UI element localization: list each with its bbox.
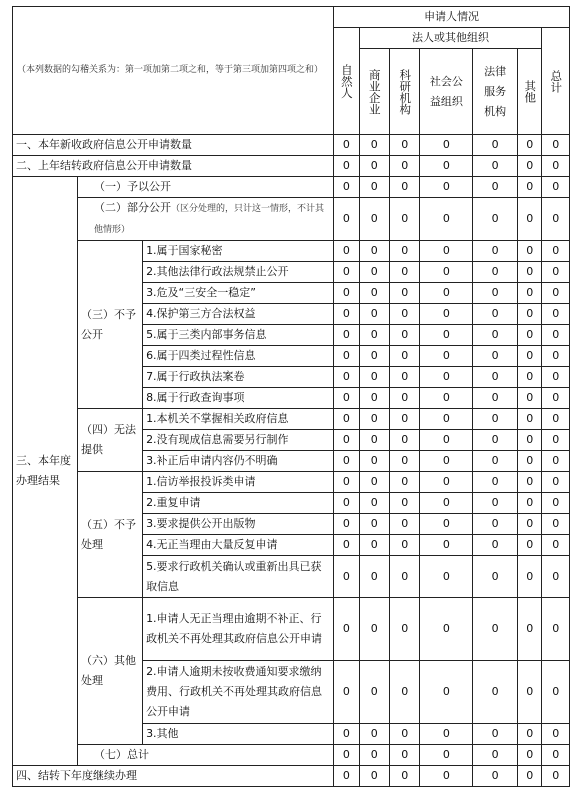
value-cell: 0 xyxy=(473,367,518,388)
value-cell: 0 xyxy=(390,535,420,556)
value-cell: 0 xyxy=(334,241,359,262)
value-cell: 0 xyxy=(473,241,518,262)
value-cell: 0 xyxy=(518,745,542,766)
row-label: 一、本年新收政府信息公开申请数量 xyxy=(13,135,334,156)
value-cell: 0 xyxy=(390,745,420,766)
row-label: 5.要求行政机关确认或重新出具已获取信息 xyxy=(143,556,334,598)
value-cell: 0 xyxy=(542,745,570,766)
value-cell: 0 xyxy=(359,156,389,177)
value-cell: 0 xyxy=(359,766,389,787)
value-cell: 0 xyxy=(334,451,359,472)
value-cell: 0 xyxy=(420,346,473,367)
applicant-group-header: 申请人情况 xyxy=(334,7,570,28)
value-cell: 0 xyxy=(473,766,518,787)
value-cell: 0 xyxy=(420,241,473,262)
value-cell: 0 xyxy=(334,493,359,514)
value-cell: 0 xyxy=(420,156,473,177)
value-cell: 0 xyxy=(518,430,542,451)
value-cell: 0 xyxy=(473,514,518,535)
value-cell: 0 xyxy=(334,766,359,787)
row-label: 4.保护第三方合法权益 xyxy=(143,304,334,325)
value-cell: 0 xyxy=(518,198,542,241)
value-cell: 0 xyxy=(359,724,389,745)
value-cell: 0 xyxy=(390,409,420,430)
value-cell: 0 xyxy=(473,388,518,409)
value-cell: 0 xyxy=(518,177,542,198)
value-cell: 0 xyxy=(390,198,420,241)
value-cell: 0 xyxy=(359,451,389,472)
value-cell: 0 xyxy=(518,283,542,304)
value-cell: 0 xyxy=(542,325,570,346)
value-cell: 0 xyxy=(390,556,420,598)
value-cell: 0 xyxy=(359,367,389,388)
value-cell: 0 xyxy=(420,283,473,304)
col-header-total: 总计 xyxy=(542,28,570,135)
row-label: 2.其他法律行政法规禁止公开 xyxy=(143,262,334,283)
value-cell: 0 xyxy=(359,177,389,198)
value-cell: 0 xyxy=(473,135,518,156)
value-cell: 0 xyxy=(420,514,473,535)
table-row xyxy=(13,135,570,156)
row-label: 二、上年结转政府信息公开申请数量 xyxy=(13,156,334,177)
value-cell: 0 xyxy=(334,346,359,367)
value-cell: 0 xyxy=(390,346,420,367)
col-header-business: 商业企业 xyxy=(359,49,389,135)
value-cell: 0 xyxy=(420,430,473,451)
value-cell: 0 xyxy=(334,724,359,745)
value-cell: 0 xyxy=(473,325,518,346)
value-cell: 0 xyxy=(359,346,389,367)
value-cell: 0 xyxy=(390,430,420,451)
value-cell: 0 xyxy=(334,388,359,409)
value-cell: 0 xyxy=(390,724,420,745)
value-cell: 0 xyxy=(420,745,473,766)
value-cell: 0 xyxy=(334,535,359,556)
row-label: 1.信访举报投诉类申请 xyxy=(143,472,334,493)
row-label: 3.要求提供公开出版物 xyxy=(143,514,334,535)
value-cell: 0 xyxy=(518,598,542,661)
value-cell: 0 xyxy=(359,262,389,283)
table-note: （本列数据的勾稽关系为：第一项加第二项之和，等于第三项加第四项之和） xyxy=(13,7,334,135)
value-cell: 0 xyxy=(542,156,570,177)
table-row xyxy=(13,177,570,198)
value-cell: 0 xyxy=(334,598,359,661)
row-label: 8.属于行政查询事项 xyxy=(143,388,334,409)
group-label: （三）不予公开 xyxy=(78,241,143,409)
value-cell: 0 xyxy=(542,304,570,325)
value-cell: 0 xyxy=(542,598,570,661)
value-cell: 0 xyxy=(334,745,359,766)
value-cell: 0 xyxy=(334,367,359,388)
value-cell: 0 xyxy=(542,409,570,430)
value-cell: 0 xyxy=(334,135,359,156)
col-header-legal: 法律服务机构 xyxy=(473,49,518,135)
value-cell: 0 xyxy=(390,388,420,409)
value-cell: 0 xyxy=(542,262,570,283)
value-cell: 0 xyxy=(420,724,473,745)
value-cell: 0 xyxy=(334,198,359,241)
value-cell: 0 xyxy=(390,367,420,388)
value-cell: 0 xyxy=(518,514,542,535)
value-cell: 0 xyxy=(390,766,420,787)
table-row xyxy=(13,241,570,262)
value-cell: 0 xyxy=(518,135,542,156)
value-cell: 0 xyxy=(390,156,420,177)
value-cell: 0 xyxy=(473,304,518,325)
value-cell: 0 xyxy=(334,283,359,304)
value-cell: 0 xyxy=(390,661,420,724)
value-cell: 0 xyxy=(359,535,389,556)
value-cell: 0 xyxy=(390,472,420,493)
value-cell: 0 xyxy=(473,598,518,661)
row-label: 2.没有现成信息需要另行制作 xyxy=(143,430,334,451)
row-label: 5.属于三类内部事务信息 xyxy=(143,325,334,346)
row-label: 2.申请人逾期未按收费通知要求缴纳费用、行政机关不再处理其政府信息公开申请 xyxy=(143,661,334,724)
value-cell: 0 xyxy=(542,135,570,156)
value-cell: 0 xyxy=(473,346,518,367)
value-cell: 0 xyxy=(473,177,518,198)
value-cell: 0 xyxy=(473,472,518,493)
value-cell: 0 xyxy=(334,262,359,283)
row-label-partial xyxy=(78,198,334,241)
value-cell: 0 xyxy=(542,535,570,556)
value-cell: 0 xyxy=(542,472,570,493)
value-cell: 0 xyxy=(359,472,389,493)
value-cell: 0 xyxy=(334,661,359,724)
table-row xyxy=(13,409,570,430)
row-label: 4.无正当理由大量反复申请 xyxy=(143,535,334,556)
value-cell: 0 xyxy=(473,283,518,304)
value-cell: 0 xyxy=(542,766,570,787)
value-cell: 0 xyxy=(473,451,518,472)
value-cell: 0 xyxy=(473,745,518,766)
value-cell: 0 xyxy=(420,766,473,787)
table-row xyxy=(13,766,570,787)
value-cell: 0 xyxy=(518,472,542,493)
value-cell: 0 xyxy=(420,198,473,241)
value-cell: 0 xyxy=(518,304,542,325)
value-cell: 0 xyxy=(359,325,389,346)
value-cell: 0 xyxy=(542,430,570,451)
value-cell: 0 xyxy=(390,451,420,472)
value-cell: 0 xyxy=(542,177,570,198)
row-label: 四、结转下年度继续办理 xyxy=(13,766,334,787)
legal-group-header: 法人或其他组织 xyxy=(359,28,542,49)
value-cell: 0 xyxy=(359,493,389,514)
value-cell: 0 xyxy=(542,346,570,367)
value-cell: 0 xyxy=(518,451,542,472)
row-label: 6.属于四类过程性信息 xyxy=(143,346,334,367)
value-cell: 0 xyxy=(390,262,420,283)
value-cell: 0 xyxy=(542,556,570,598)
row-label: 1.属于国家秘密 xyxy=(143,241,334,262)
value-cell: 0 xyxy=(542,661,570,724)
col-header-social: 社会公益组织 xyxy=(420,49,473,135)
value-cell: 0 xyxy=(390,283,420,304)
value-cell: 0 xyxy=(473,409,518,430)
value-cell: 0 xyxy=(334,156,359,177)
value-cell: 0 xyxy=(420,177,473,198)
row-label: （一）予以公开 xyxy=(78,177,334,198)
value-cell: 0 xyxy=(359,388,389,409)
value-cell: 0 xyxy=(473,493,518,514)
value-cell: 0 xyxy=(542,493,570,514)
row-label: 2.重复申请 xyxy=(143,493,334,514)
table-row xyxy=(13,472,570,493)
value-cell: 0 xyxy=(518,346,542,367)
partial-note: （区分处理的，只计这一情形，不计其他情形） xyxy=(94,204,325,235)
value-cell: 0 xyxy=(334,304,359,325)
value-cell: 0 xyxy=(542,451,570,472)
value-cell: 0 xyxy=(390,135,420,156)
value-cell: 0 xyxy=(518,493,542,514)
value-cell: 0 xyxy=(518,325,542,346)
value-cell: 0 xyxy=(518,556,542,598)
value-cell: 0 xyxy=(359,430,389,451)
value-cell: 0 xyxy=(359,198,389,241)
value-cell: 0 xyxy=(390,241,420,262)
value-cell: 0 xyxy=(542,283,570,304)
value-cell: 0 xyxy=(518,535,542,556)
value-cell: 0 xyxy=(473,724,518,745)
value-cell: 0 xyxy=(334,409,359,430)
value-cell: 0 xyxy=(518,661,542,724)
value-cell: 0 xyxy=(334,472,359,493)
applications-table xyxy=(12,6,570,787)
value-cell: 0 xyxy=(420,135,473,156)
row-label: 3.其他 xyxy=(143,724,334,745)
table-row xyxy=(13,745,570,766)
group-label: （四）无法提供 xyxy=(78,409,143,472)
value-cell: 0 xyxy=(542,241,570,262)
value-cell: 0 xyxy=(473,198,518,241)
value-cell: 0 xyxy=(390,493,420,514)
value-cell: 0 xyxy=(390,325,420,346)
value-cell: 0 xyxy=(359,556,389,598)
group-label: （五）不予处理 xyxy=(78,472,143,598)
col-header-research: 科研机构 xyxy=(390,49,420,135)
row-label: 3.危及“三安全一稳定” xyxy=(143,283,334,304)
value-cell: 0 xyxy=(334,325,359,346)
value-cell: 0 xyxy=(542,724,570,745)
table-row xyxy=(13,598,570,661)
row-label: 7.属于行政执法案卷 xyxy=(143,367,334,388)
value-cell: 0 xyxy=(420,598,473,661)
value-cell: 0 xyxy=(359,241,389,262)
table-row xyxy=(13,198,570,241)
value-cell: 0 xyxy=(518,367,542,388)
value-cell: 0 xyxy=(390,514,420,535)
value-cell: 0 xyxy=(420,661,473,724)
value-cell: 0 xyxy=(359,409,389,430)
value-cell: 0 xyxy=(473,430,518,451)
value-cell: 0 xyxy=(420,472,473,493)
value-cell: 0 xyxy=(518,156,542,177)
value-cell: 0 xyxy=(420,451,473,472)
value-cell: 0 xyxy=(359,283,389,304)
value-cell: 0 xyxy=(542,388,570,409)
value-cell: 0 xyxy=(420,262,473,283)
section-label-results: 三、本年度办理结果 xyxy=(13,177,78,766)
value-cell: 0 xyxy=(390,177,420,198)
partial-label: （二）部分公开 xyxy=(94,201,172,214)
value-cell: 0 xyxy=(518,388,542,409)
col-header-other: 其他 xyxy=(518,49,542,135)
value-cell: 0 xyxy=(518,724,542,745)
value-cell: 0 xyxy=(542,367,570,388)
value-cell: 0 xyxy=(359,135,389,156)
value-cell: 0 xyxy=(390,598,420,661)
value-cell: 0 xyxy=(542,514,570,535)
row-label: 1.申请人无正当理由逾期不补正、行政机关不再处理其政府信息公开申请 xyxy=(143,598,334,661)
value-cell: 0 xyxy=(518,766,542,787)
value-cell: 0 xyxy=(518,409,542,430)
group-label: （六）其他处理 xyxy=(78,598,143,745)
value-cell: 0 xyxy=(334,556,359,598)
value-cell: 0 xyxy=(518,262,542,283)
value-cell: 0 xyxy=(542,198,570,241)
value-cell: 0 xyxy=(420,304,473,325)
value-cell: 0 xyxy=(473,556,518,598)
row-label: 1.本机关不掌握相关政府信息 xyxy=(143,409,334,430)
value-cell: 0 xyxy=(359,304,389,325)
value-cell: 0 xyxy=(473,535,518,556)
value-cell: 0 xyxy=(420,556,473,598)
row-label: 3.补正后申请内容仍不明确 xyxy=(143,451,334,472)
value-cell: 0 xyxy=(473,262,518,283)
value-cell: 0 xyxy=(390,304,420,325)
value-cell: 0 xyxy=(473,156,518,177)
row-label: （七）总计 xyxy=(78,745,334,766)
value-cell: 0 xyxy=(334,514,359,535)
value-cell: 0 xyxy=(359,598,389,661)
value-cell: 0 xyxy=(420,535,473,556)
value-cell: 0 xyxy=(473,661,518,724)
value-cell: 0 xyxy=(359,745,389,766)
value-cell: 0 xyxy=(420,493,473,514)
value-cell: 0 xyxy=(420,325,473,346)
value-cell: 0 xyxy=(420,367,473,388)
table-row xyxy=(13,156,570,177)
value-cell: 0 xyxy=(334,430,359,451)
value-cell: 0 xyxy=(359,661,389,724)
value-cell: 0 xyxy=(334,177,359,198)
value-cell: 0 xyxy=(359,514,389,535)
col-header-natural: 自然人 xyxy=(334,28,359,135)
value-cell: 0 xyxy=(420,388,473,409)
value-cell: 0 xyxy=(518,241,542,262)
value-cell: 0 xyxy=(420,409,473,430)
